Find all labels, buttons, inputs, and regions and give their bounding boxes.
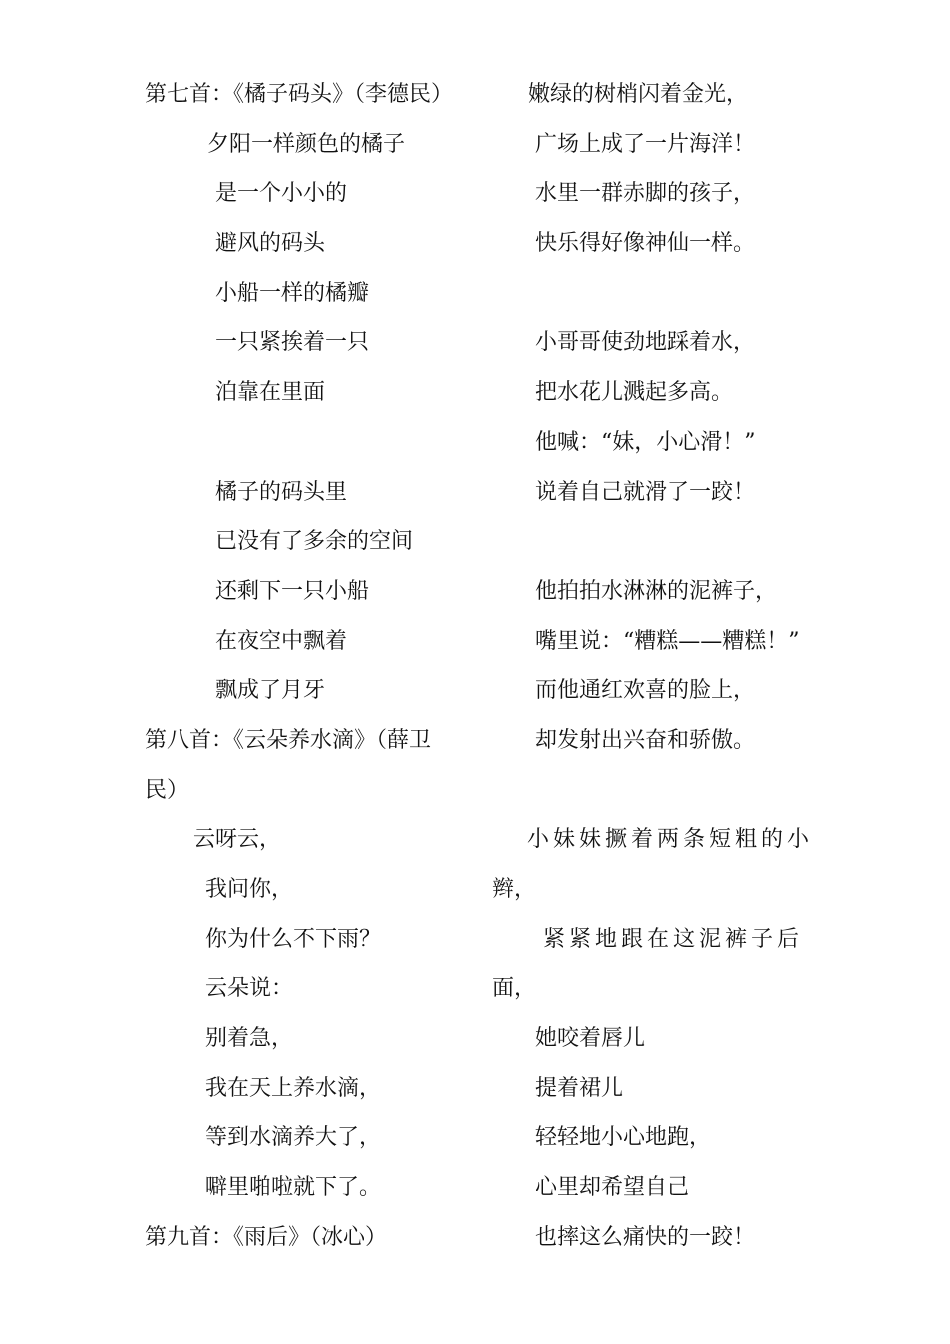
left-text-line: 泊靠在里面 — [215, 380, 326, 406]
right-text-line: 他喊：“妹，小心滑！” — [535, 429, 756, 455]
right-text-line: 辫， — [492, 877, 537, 902]
left-text-line: 等到水滴养大了， — [205, 1125, 382, 1151]
right-text-line: 快乐得好像神仙一样。 — [535, 231, 756, 257]
left-text-line: 一只紧挨着一只 — [215, 330, 370, 356]
right-text-line: 提着裙儿 — [535, 1075, 624, 1101]
right-text-line: 嫩绿的树梢闪着金光， — [528, 82, 749, 107]
right-text-line: 小哥哥使劲地踩着水， — [535, 330, 756, 356]
left-text-line: 飘成了月牙 — [215, 678, 326, 704]
right-text-line: 说着自己就滑了一跤！ — [535, 479, 756, 505]
right-text-line: 嘴里说：“糟糕——糟糕！” — [535, 628, 800, 654]
left-text-line: 云呀云， — [193, 827, 282, 853]
right-text-line: 把水花儿溅起多高。 — [535, 380, 734, 406]
right-blank-line — [475, 269, 950, 319]
left-text-line: 在夜空中飘着 — [215, 628, 348, 654]
right-blank-line — [475, 517, 950, 567]
left-text-line: 第八首：《云朵养水滴》（薛卫 — [145, 727, 432, 753]
left-text-line: 别着急， — [205, 1026, 294, 1052]
left-text-line: 噼里啪啦就下了。 — [205, 1175, 382, 1201]
left-text-line: 我在天上养水滴， — [205, 1075, 382, 1101]
right-text-line: 水里一群赤脚的孩子， — [535, 181, 756, 207]
left-text-line: 你为什么不下雨？ — [205, 926, 382, 952]
left-text-line: 是一个小小的 — [215, 181, 348, 207]
right-text-line: 也摔这么痛快的一跤！ — [535, 1224, 756, 1250]
left-text-line: 橘子的码头里 — [215, 479, 348, 505]
left-text-line: 夕阳一样颜色的橘子 — [207, 131, 406, 157]
right-text-line: 而他通红欢喜的脸上， — [535, 678, 756, 704]
right-text-line: 心里却希望自己 — [535, 1175, 690, 1201]
right-text-line: 轻轻地小心地跑， — [535, 1125, 712, 1151]
right-column — [475, 70, 950, 1263]
right-blank-line — [475, 766, 950, 816]
left-text-line: 第九首：《雨后》（冰心） — [145, 1224, 388, 1250]
left-text-line: 民） — [145, 777, 190, 803]
left-text-line: 已没有了多余的空间 — [215, 529, 414, 555]
left-text-line: 第七首：《橘子码头》（李德民） — [145, 82, 454, 107]
right-text-line: 她咬着唇儿 — [535, 1026, 646, 1052]
right-text-line: 却发射出兴奋和骄傲。 — [535, 727, 756, 753]
left-blank-line — [0, 418, 475, 468]
right-text-line: 面， — [492, 976, 537, 1002]
left-text-line: 还剩下一只小船 — [215, 578, 370, 604]
right-text-line: 广场上成了一片海洋！ — [535, 131, 756, 157]
right-text-line: 他拍拍水淋淋的泥裤子， — [535, 578, 778, 604]
left-text-line: 我问你， — [205, 877, 294, 902]
right-text-line: 紧紧地跟在这泥裤子后 — [543, 926, 804, 952]
right-text-line: 小妹妹撅着两条短粗的小 — [527, 827, 814, 853]
left-text-line: 避风的码头 — [215, 231, 326, 257]
left-text-line: 小船一样的橘瓣 — [215, 280, 370, 306]
left-column — [0, 70, 475, 1263]
left-text-line: 云朵说： — [205, 976, 294, 1002]
